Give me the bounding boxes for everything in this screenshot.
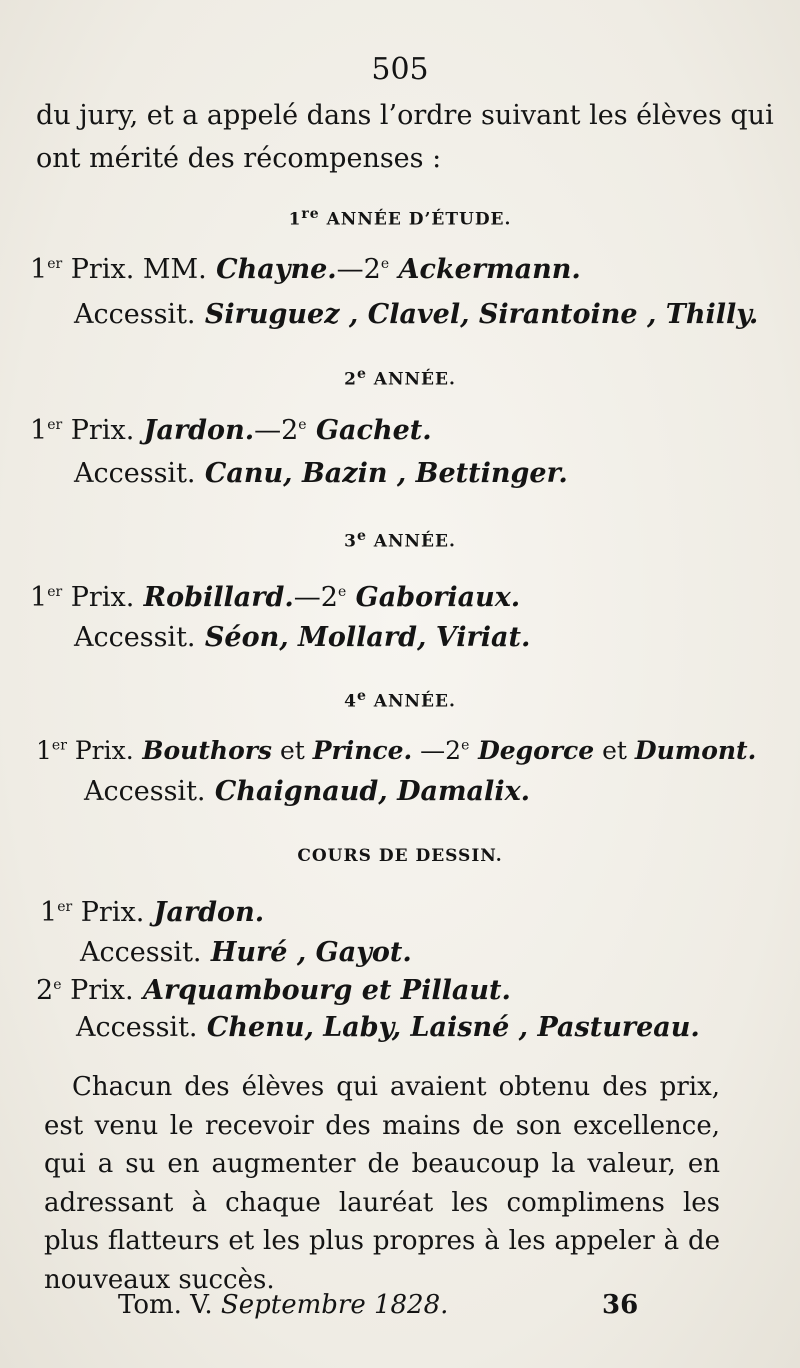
- prize-2-line-drawing: 2e Prix. Arquambourg et Pillaut.: [36, 975, 511, 1006]
- intro-line-1: du jury, et a appelé dans l’ordre suivant les élèves qui: [36, 100, 774, 131]
- accessit-line-year-2: Accessit. Canu, Bazin , Bettinger.: [74, 458, 568, 489]
- page-number: 505: [371, 52, 429, 87]
- accessit-line-year-3: Accessit. Séon, Mollard, Viriat.: [74, 622, 531, 653]
- prize-line-year-3: 1er Prix. Robillard.—2e Gaboriaux.: [30, 582, 521, 613]
- closing-paragraph: Chacun des élèves qui avaient obtenu des prix, est venu le recevoir des mains de son excellence, qui a su en augmenter de beaucoup la valeur, en adressant à chaque lauréat les complimens les plus flatteurs et les plus propres à les appeler à de nouveaux succès.: [44, 1072, 720, 1295]
- prize-line-year-2: 1er Prix. Jardon.—2e Gachet.: [30, 415, 432, 446]
- prize-line-year-1: 1er Prix. MM. Chayne.—2e Ackermann.: [30, 254, 581, 285]
- heading-year-1: 1re ANNÉE D’ÉTUDE.: [288, 206, 512, 230]
- footer-signature-line: Tom. V. Septembre 1828.: [118, 1290, 449, 1320]
- prize-1-line-drawing: 1er Prix. Jardon.: [40, 897, 265, 928]
- heading-year-4: 4e ANNÉE.: [344, 688, 456, 712]
- accessit-2-line-drawing: Accessit. Chenu, Laby, Laisné , Pastureau.: [76, 1012, 700, 1043]
- heading-year-2: 2e ANNÉE.: [344, 366, 456, 390]
- accessit-line-year-1: Accessit. Siruguez , Clavel, Sirantoine , Thilly.: [74, 299, 759, 330]
- heading-drawing-course: COURS DE DESSIN.: [297, 846, 503, 866]
- footer-gathering-signature: 36: [602, 1290, 639, 1320]
- heading-year-3: 3e ANNÉE.: [344, 528, 456, 552]
- accessit-line-year-4: Accessit. Chaignaud, Damalix.: [84, 776, 531, 807]
- accessit-1-line-drawing: Accessit. Huré , Gayot.: [80, 937, 412, 968]
- intro-line-2: ont mérité des récompenses :: [36, 143, 442, 174]
- prize-line-year-4: 1er Prix. Bouthors et Prince. —2e Degorce et Dumont.: [36, 736, 757, 765]
